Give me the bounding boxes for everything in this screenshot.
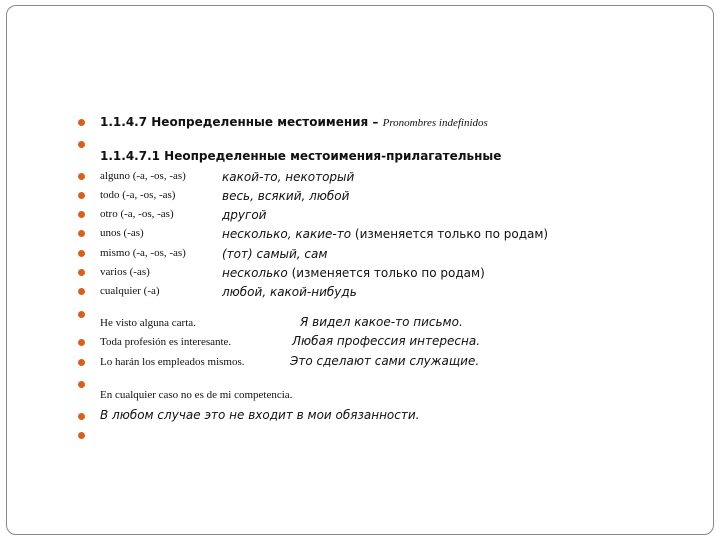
heading-spanish: Pronombres indefinidos	[382, 117, 488, 129]
pronoun-spanish: mismo (-a, -os, -as)	[100, 247, 186, 259]
heading-text	[100, 115, 488, 129]
pronoun-spanish: alguno (-a, -os, -as)	[100, 170, 186, 182]
bullet-icon	[78, 119, 85, 126]
example-spanish: Toda profesión es interesante.	[100, 336, 232, 348]
bullet-icon	[78, 339, 85, 346]
final-example-es: En cualquier caso no es de mi competencia.	[100, 389, 293, 401]
bullet-icon	[78, 141, 85, 148]
pronoun-row	[74, 168, 674, 186]
bullet-icon	[78, 311, 85, 318]
example-spanish: He visto alguna carta.	[100, 317, 196, 329]
pronoun-row	[74, 264, 674, 282]
bullet-icon	[78, 269, 85, 276]
final-example-row	[74, 408, 674, 426]
bullet-icon	[78, 413, 85, 420]
example-russian: Это сделают сами служащие.	[290, 354, 480, 368]
pronoun-russian: какой-то, некоторый	[222, 170, 355, 184]
pronoun-russian: весь, всякий, любой	[222, 189, 350, 203]
pronoun-translation	[222, 187, 349, 205]
heading-row	[74, 114, 674, 132]
bullet-icon	[78, 230, 85, 237]
pronoun-spanish: otro (-a, -os, -as)	[100, 208, 174, 220]
pronoun-translation	[222, 225, 548, 243]
pronoun-russian: другой	[222, 208, 267, 222]
pronoun-russian: любой, какой-нибудь	[222, 285, 357, 299]
bullet-icon	[78, 359, 85, 366]
final-example-ru: В любом случае это не входит в мои обязанности.	[100, 408, 420, 422]
pronoun-russian: несколько	[222, 266, 288, 280]
pronoun-translation	[222, 168, 354, 186]
bullet-icon	[78, 192, 85, 199]
example-russian: Любая профессия интересна.	[292, 334, 481, 348]
empty-bullet-row	[74, 427, 674, 445]
bullet-icon	[78, 288, 85, 295]
pronoun-russian: (тот) самый, сам	[222, 247, 328, 261]
pronoun-note: (изменяется только по родам)	[287, 266, 485, 280]
pronoun-row	[74, 245, 674, 263]
bullet-icon	[78, 381, 85, 388]
example-row	[74, 354, 674, 372]
bullet-icon	[78, 211, 85, 218]
pronoun-translation	[222, 283, 357, 301]
pronoun-row	[74, 187, 674, 205]
pronoun-translation	[222, 206, 266, 224]
pronoun-spanish: cualquier (-a)	[100, 285, 160, 297]
heading-title: Неопределенные местоимения –	[151, 115, 383, 129]
bullet-icon	[78, 173, 85, 180]
subheading: 1.1.4.7.1 Неопределенные местоимения-прилагательные	[100, 149, 502, 163]
bullet-icon	[78, 250, 85, 257]
pronoun-row	[74, 206, 674, 224]
example-row	[74, 334, 674, 352]
bullet-icon	[78, 432, 85, 439]
pronoun-spanish: unos (-as)	[100, 227, 144, 239]
pronoun-row	[74, 283, 674, 301]
pronoun-translation	[222, 264, 485, 282]
heading-number: 1.1.4.7	[100, 115, 148, 129]
pronoun-spanish: varios (-as)	[100, 266, 150, 278]
pronoun-translation	[222, 245, 327, 263]
pronoun-row	[74, 225, 674, 243]
pronoun-note: (изменяется только по родам)	[351, 227, 549, 241]
example-russian: Я видел какое-то письмо.	[300, 315, 463, 329]
example-spanish: Lo harán los empleados mismos.	[100, 356, 245, 368]
pronoun-spanish: todo (-a, -os, -as)	[100, 189, 176, 201]
pronoun-russian: несколько, какие-то	[222, 227, 352, 241]
